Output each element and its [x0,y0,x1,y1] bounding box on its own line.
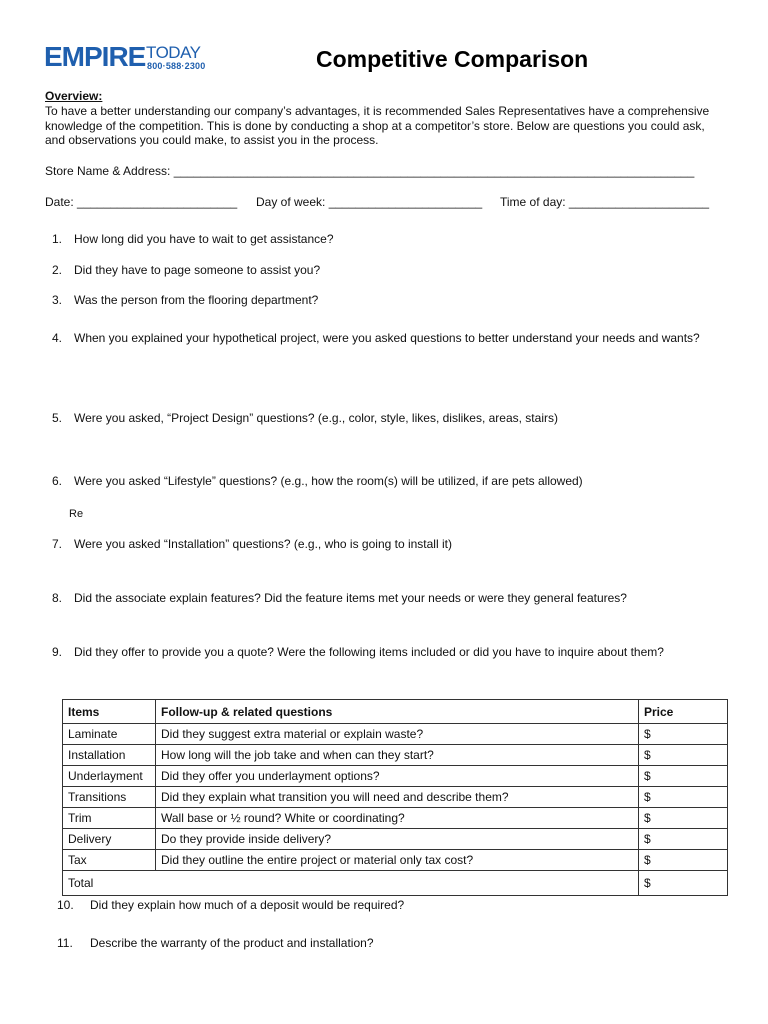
question-number: 6. [52,474,63,488]
question-text: Were you asked, “Project Design” questions? (e.g., color, style, likes, dislikes, areas, stairs) [74,411,558,425]
question-number: 5. [52,411,63,425]
table-row [63,808,728,829]
question-text: Describe the warranty of the product and installation? [90,936,374,950]
day-of-week-field[interactable]: Day of week: _______________________ [256,195,483,209]
table-row [63,829,728,850]
table-row [63,724,728,745]
empire-today-logo [44,42,206,72]
row-question: Did they outline the entire project or material only tax cost? [156,850,639,871]
question-text: How long did you have to wait to get assistance? [74,232,334,246]
question-number: 3. [52,293,63,307]
row-price[interactable]: $ [639,808,728,829]
logo-suffix: TODAY [146,43,201,62]
row-question: Did they suggest extra material or explain waste? [156,724,639,745]
store-name-field[interactable]: Store Name & Address: ______________________________________________________________________________ [45,164,695,178]
page-title: Competitive Comparison [316,46,589,72]
overview-heading: Overview: [45,89,103,103]
question-text: Was the person from the flooring department? [74,293,319,307]
overview-text: To have a better understanding our company’s advantages, it is recommended Sales Representatives have a comprehensive knowledge of the competition. This is done by conducting a shop at a competitor’s store. Below are questions you could ask, and observations you could make, to assist you in the process. [45,104,710,147]
total-price[interactable]: $ [639,871,728,896]
row-price[interactable]: $ [639,787,728,808]
logo-phone: 800·588·2300 [147,61,206,71]
table-total-row [63,871,728,896]
question-number: 10. [57,898,74,912]
comparison-table [62,699,728,896]
table-row [63,850,728,871]
question-text: Were you asked “Lifestyle” questions? (e.g., how the room(s) will be utilized, if are pets allowed) [74,474,583,488]
question-text: Did the associate explain features? Did the feature items met your needs or were they general features? [74,591,627,605]
question-number: 1. [52,232,63,246]
row-price[interactable]: $ [639,850,728,871]
question-text: When you explained your hypothetical project, were you asked questions to better understand your needs and wants? [74,331,700,345]
row-question: Do they provide inside delivery? [156,829,639,850]
row-price[interactable]: $ [639,766,728,787]
question-number: 7. [52,537,63,551]
question-text: Did they have to page someone to assist you? [74,263,321,277]
row-item: Laminate [63,724,156,745]
logo-brand: EMPIRE [44,41,146,72]
date-field[interactable]: Date: ________________________ [45,195,238,209]
header-items: Items [63,700,156,724]
row-item: Transitions [63,787,156,808]
question-number: 9. [52,645,63,659]
question-number: 4. [52,331,63,345]
question-number: 8. [52,591,63,605]
row-price[interactable]: $ [639,829,728,850]
question-text: Did they offer to provide you a quote? Were the following items included or did you have to inquire about them? [74,645,664,659]
row-item: Underlayment [63,766,156,787]
row-question: How long will the job take and when can they start? [156,745,639,766]
row-price[interactable]: $ [639,745,728,766]
row-question: Wall base or ½ round? White or coordinating? [156,808,639,829]
time-of-day-field[interactable]: Time of day: _____________________ [500,195,710,209]
table-row [63,766,728,787]
row-question: Did they explain what transition you will need and describe them? [156,787,639,808]
row-item: Delivery [63,829,156,850]
row-item: Installation [63,745,156,766]
header-questions: Follow-up & related questions [156,700,639,724]
question-number: 2. [52,263,63,277]
re-note: Re [69,508,84,520]
row-question: Did they offer you underlayment options? [156,766,639,787]
header-price: Price [639,700,728,724]
table-row [63,745,728,766]
row-item: Tax [63,850,156,871]
table-row [63,787,728,808]
row-price[interactable]: $ [639,724,728,745]
table-header-row [63,700,728,724]
total-label: Total [63,871,639,896]
question-text: Were you asked “Installation” questions? (e.g., who is going to install it) [74,537,452,551]
row-item: Trim [63,808,156,829]
question-text: Did they explain how much of a deposit would be required? [90,898,405,912]
question-number: 11. [57,936,73,950]
